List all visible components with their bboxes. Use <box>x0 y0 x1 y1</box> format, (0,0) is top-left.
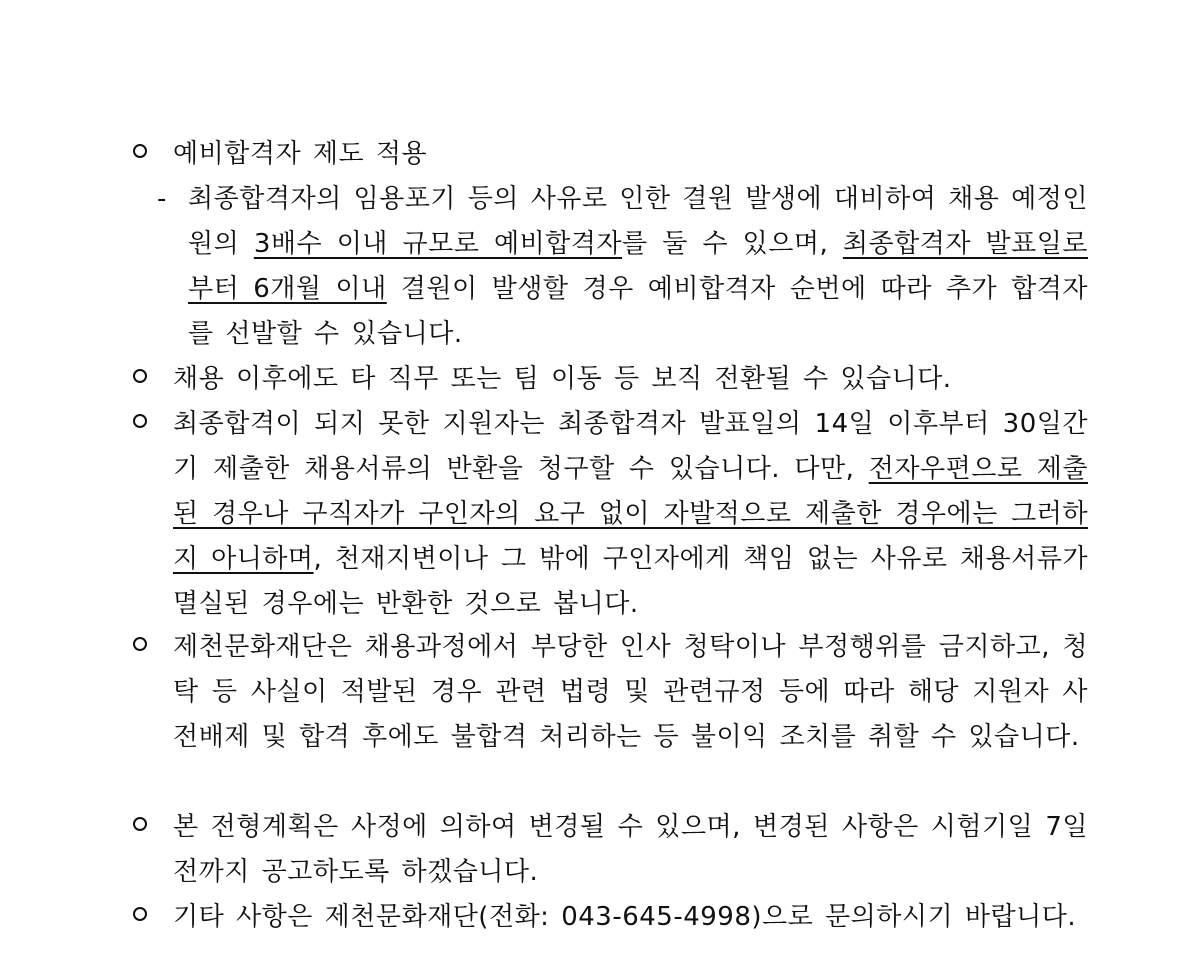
list-item <box>130 895 1090 940</box>
sub-text-3: 결원이 발생할 경우 예비합격자 순번에 따라 추가 합격자를 선발할 수 있습니다. <box>188 274 1088 349</box>
item-text: 본 전형계획은 사정에 의하여 변경될 수 있으며, 변경된 사항은 시험기일 7일 전까지 공고하도록 하겠습니다. <box>173 812 1088 887</box>
item-text-2: , 천재지변이나 그 밖에 구인자에게 책임 없는 사유로 채용서류가 멸실된 경우에는 반환한 것으로 봅니다. <box>173 544 1088 619</box>
circle-bullet-icon <box>130 357 152 402</box>
item-text: 예비합격자 제도 적용 <box>173 139 428 169</box>
item-text-1: 최종합격이 되지 못한 지원자는 최종합격자 발표일의 14일 이후부터 30일간 기 제출한 채용서류의 반환을 청구할 수 있습니다. 다만, <box>173 409 1088 484</box>
sub-list-item <box>157 177 1090 357</box>
list-item <box>130 402 1090 627</box>
circle-bullet-icon <box>130 402 152 447</box>
underlined-text: 전자우편으로 제출된 경우나 구직자가 구인자의 요구 없이 자발적으로 제출한 경우에는 그러하지 아니하며 <box>173 454 1088 574</box>
circle-bullet-icon <box>130 805 152 850</box>
circle-bullet-icon <box>130 625 152 670</box>
sub-text-2: 를 둘 수 있으며, <box>622 229 843 259</box>
item-text <box>173 402 1088 627</box>
underlined-text: 최종합격자 발표일로부터 6개월 이내 <box>188 229 1088 304</box>
list-item <box>130 132 1090 177</box>
underlined-text: 3배수 이내 규모로 예비합격자 <box>253 229 623 259</box>
circle-bullet-icon <box>130 132 152 177</box>
item-text: 제천문화재단은 채용과정에서 부당한 인사 청탁이나 부정행위를 금지하고, 청탁 등 사실이 적발된 경우 관련 법령 및 관련규정 등에 따라 해당 지원자 사전배제 및 합격 후에도 불합격 처리하는 등 불이익 조치를 취할 수 있습니다. <box>173 632 1088 752</box>
sub-item-text <box>188 177 1088 357</box>
list-item <box>130 625 1090 760</box>
dash-bullet: - <box>157 184 167 214</box>
item-text: 채용 이후에도 타 직무 또는 팀 이동 등 보직 전환될 수 있습니다. <box>173 364 952 394</box>
sub-text-1: 최종합격자의 임용포기 등의 사유로 인한 결원 발생에 대비하여 채용 예정인원의 <box>188 184 1088 259</box>
circle-bullet-icon <box>130 895 152 940</box>
item-text: 기타 사항은 제천문화재단(전화: 043-645-4998)으로 문의하시기 바랍니다. <box>173 902 1077 932</box>
list-item <box>130 805 1090 895</box>
list-item <box>130 357 1090 402</box>
